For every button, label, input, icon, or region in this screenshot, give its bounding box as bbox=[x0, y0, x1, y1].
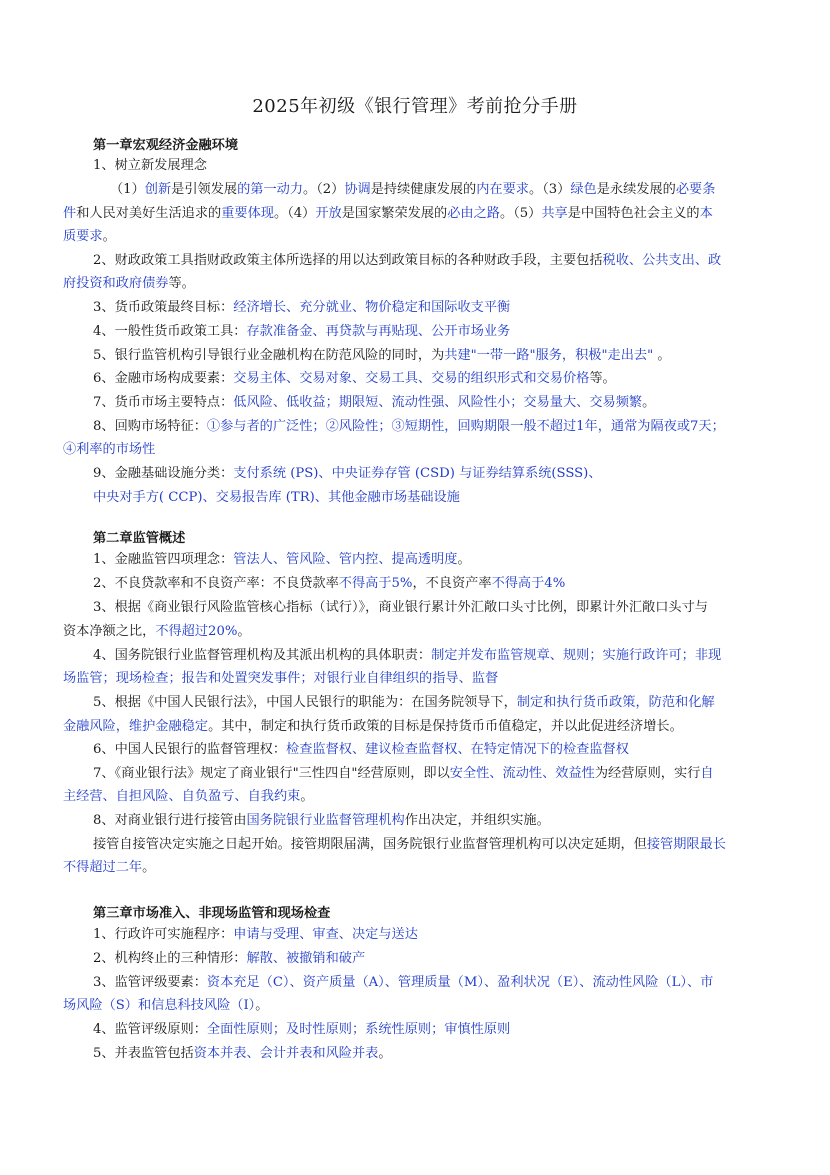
body-text: 7、货币市场主要特点： bbox=[93, 395, 234, 410]
highlighted-text: 交易主体、交易对象、交易工具、交易的组织形式和交易价格 bbox=[233, 371, 590, 386]
body-text: 。 bbox=[237, 624, 251, 639]
body-text: 9、金融基础设施分类： bbox=[93, 466, 234, 481]
body-text: 7、《商业银行法》规定了商业银行"三性四自"经营原则，即以 bbox=[93, 766, 450, 781]
text-line bbox=[93, 299, 510, 316]
body-text: 是引领发展 bbox=[171, 182, 238, 197]
text-line bbox=[93, 950, 365, 967]
text-line bbox=[93, 370, 616, 387]
highlighted-text: 管法人、管风险、管内控、提高透明度 bbox=[233, 552, 458, 567]
body-text: 。（3） bbox=[529, 182, 571, 197]
body-text: 。 bbox=[642, 395, 656, 410]
text-line bbox=[110, 181, 715, 198]
body-text: 。 bbox=[378, 1046, 392, 1061]
body-text: 5、根据《中国人民银行法》，中国人民银行的职能为：在国务院领导下， bbox=[93, 695, 517, 710]
text-line bbox=[63, 997, 268, 1014]
text-line bbox=[93, 394, 655, 411]
body-text: 。 bbox=[102, 229, 116, 244]
text-line bbox=[93, 323, 510, 340]
body-text: 接管自接管决定实施之日起开始。接管期限届满，国务院银行业监督管理机构可以决定延期，但 bbox=[93, 837, 647, 852]
body-text: 是永续发展的 bbox=[596, 182, 676, 197]
highlighted-text: ①参与者的广泛性；②风险性；③短期性，回购期限一般不超过1年，通常为隔夜或7天； bbox=[206, 419, 725, 434]
text-line bbox=[63, 623, 251, 640]
body-text: 。（4） bbox=[274, 206, 316, 221]
highlighted-text: 经济增长、充分就业、物价稳定和国际收支平衡 bbox=[233, 300, 511, 315]
body-text: 1、行政许可实施程序： bbox=[93, 927, 234, 942]
body-text: 是国家繁荣发展的 bbox=[341, 206, 448, 221]
text-line bbox=[93, 157, 207, 174]
highlighted-text: 重要体现 bbox=[221, 206, 274, 221]
highlighted-text: 制定和执行货币政策，防范和化解 bbox=[516, 695, 715, 710]
body-text: 作出决定，并组织实施。 bbox=[404, 813, 550, 828]
highlighted-text: 创新 bbox=[144, 182, 172, 197]
body-text: （1） bbox=[110, 182, 145, 197]
chapter-1-heading: 第一章宏观经济金融环境 bbox=[93, 138, 239, 153]
highlighted-text: 自 bbox=[700, 766, 714, 781]
highlighted-text: 国务院银行业监督管理机构 bbox=[246, 813, 405, 828]
body-text: 8、对商业银行进行接管由 bbox=[93, 813, 247, 828]
highlighted-text: 主经营、自担风险、自负盈亏、自我约束 bbox=[63, 789, 301, 804]
highlighted-text: 的第一动力 bbox=[237, 182, 304, 197]
body-text: 2、财政政策工具指财政政策主体所选择的用以达到政策目标的各种财政手段，主要包括 bbox=[93, 253, 603, 268]
text-line bbox=[63, 205, 713, 222]
body-text: 。 bbox=[653, 348, 671, 363]
text-line bbox=[93, 418, 725, 435]
body-text: 。 bbox=[142, 860, 156, 875]
body-text: 为经营原则，实行 bbox=[594, 766, 701, 781]
body-text: 5、并表监管包括 bbox=[93, 1046, 194, 1061]
body-text: 是持续健康发展的 bbox=[370, 182, 477, 197]
body-text: 3、根据《商业银行风险监管核心指标（试行）》，商业银行累计外汇敞口头寸比例，即累计外汇敞口头寸与 bbox=[93, 600, 708, 615]
highlighted-text: 绿色 bbox=[570, 182, 597, 197]
text-line bbox=[93, 974, 713, 991]
text-line bbox=[93, 252, 721, 269]
body-text: 资本净额之比， bbox=[63, 624, 156, 639]
text-line bbox=[93, 465, 602, 482]
body-text: 等。 bbox=[589, 371, 616, 386]
text-line bbox=[93, 347, 671, 364]
body-text: 。 bbox=[457, 552, 471, 567]
highlighted-text: 申请与受理、审查、决定与送达 bbox=[233, 927, 418, 942]
highlighted-text: 本 bbox=[699, 206, 713, 221]
highlighted-text: 低风险、低收益；期限短、流动性强、风险性小；交易量大、交易频繁 bbox=[233, 395, 643, 410]
text-line bbox=[93, 1045, 392, 1062]
body-text: 4、监管评级原则： bbox=[93, 1022, 207, 1037]
highlighted-text: 接管期限最长 bbox=[646, 837, 726, 852]
body-text: 4、一般性货币政策工具： bbox=[93, 324, 247, 339]
text-line bbox=[93, 489, 460, 506]
body-text: ，不良资产率 bbox=[412, 576, 492, 591]
body-text: 3、监管评级要素： bbox=[93, 975, 207, 990]
highlighted-text: 检查监督权、建议检查监督权、在特定情况下的检查监督权 bbox=[286, 742, 629, 757]
body-text: 5、银行监管机构引导银行业金融机构在防范风险的同时，为 bbox=[93, 348, 445, 363]
highlighted-text: 中央对手方( CCP)、交易报告库 (TR)、其他金融市场基础设施 bbox=[93, 490, 460, 505]
body-text: 4、国务院银行业监督管理机构及其派出机构的具体职责： bbox=[93, 648, 432, 663]
highlighted-text: 不得高于5% bbox=[338, 576, 413, 591]
highlighted-text: 质要求 bbox=[63, 229, 103, 244]
highlighted-text: 共享 bbox=[541, 206, 568, 221]
body-text: 6、金融市场构成要素： bbox=[93, 371, 234, 386]
text-line bbox=[93, 694, 715, 711]
text-line bbox=[63, 718, 683, 735]
highlighted-text: 内在要求 bbox=[476, 182, 529, 197]
highlighted-text: 开放 bbox=[315, 206, 342, 221]
text-line bbox=[63, 441, 155, 458]
highlighted-text: 全面性原则；及时性原则；系统性原则；审慎性原则 bbox=[206, 1022, 511, 1037]
body-text: 是中国特色社会主义的 bbox=[567, 206, 700, 221]
text-line bbox=[93, 1021, 510, 1038]
text-line bbox=[93, 836, 726, 853]
highlighted-text: 场监管；现场检查；报告和处置突发事件；对银行业自律组织的指导、监督 bbox=[63, 671, 499, 686]
text-line bbox=[93, 812, 550, 829]
text-line bbox=[63, 859, 155, 876]
body-text: 等。 bbox=[168, 276, 195, 291]
highlighted-text: 资本充足（C）、资产质量（A）、管理质量（M）、盈利状况（E）、流动性风险（L）、市 bbox=[206, 975, 714, 990]
highlighted-text: 不得高于4% bbox=[491, 576, 566, 591]
highlighted-text: 存款准备金、再贷款与再贴现、公开市场业务 bbox=[246, 324, 511, 339]
text-line bbox=[93, 741, 629, 758]
highlighted-text: 资本并表、会计并表和风险并表 bbox=[193, 1046, 379, 1061]
highlighted-text: 共建"一带一路"服务，积极"走出去" bbox=[444, 348, 654, 363]
text-line bbox=[93, 926, 418, 943]
text-line bbox=[93, 551, 471, 568]
highlighted-text: 解散、被撤销和破产 bbox=[246, 951, 366, 966]
text-line bbox=[93, 647, 721, 664]
chapter-2-heading: 第二章监管概述 bbox=[93, 531, 186, 546]
body-text: 。（2） bbox=[303, 182, 345, 197]
body-text: 。 bbox=[255, 998, 269, 1013]
body-text: 1、树立新发展理念 bbox=[93, 158, 207, 173]
highlighted-text: 安全性、流动性、效益性 bbox=[449, 766, 595, 781]
highlighted-text: 不得超过二年 bbox=[63, 860, 143, 875]
highlighted-text: 件 bbox=[63, 206, 77, 221]
chapter-3-heading: 第三章市场准入、非现场监管和现场检查 bbox=[93, 906, 331, 921]
body-text: 8、回购市场特征： bbox=[93, 419, 207, 434]
text-line bbox=[93, 575, 565, 592]
text-line bbox=[63, 275, 195, 292]
highlighted-text: 金融风险，维护金融稳定 bbox=[63, 719, 209, 734]
text-line bbox=[63, 670, 498, 687]
text-line bbox=[63, 228, 116, 245]
highlighted-text: 税收、公共支出、政 bbox=[602, 253, 722, 268]
body-text: 6、中国人民银行的监督管理权： bbox=[93, 742, 287, 757]
body-text: 3、货币政策最终目标： bbox=[93, 300, 234, 315]
highlighted-text: 制定并发布监管规章、规则；实施行政许可；非现 bbox=[431, 648, 722, 663]
body-text: 。（5） bbox=[499, 206, 542, 221]
highlighted-text: 支付系统 (PS)、中央证券存管 (CSD) 与证券结算系统(SSS)、 bbox=[233, 466, 602, 481]
text-line bbox=[63, 788, 314, 805]
body-text: 2、机构终止的三种情形： bbox=[93, 951, 247, 966]
highlighted-text: 协调 bbox=[344, 182, 371, 197]
highlighted-text: 必由之路 bbox=[447, 206, 500, 221]
page-title: 2025年初级《银行管理》考前抢分手册 bbox=[252, 96, 578, 117]
highlighted-text: 必要条 bbox=[675, 182, 716, 197]
highlighted-text: 场风险（S）和信息科技风险（I） bbox=[63, 998, 256, 1013]
highlighted-text: 不得超过20% bbox=[155, 624, 238, 639]
highlighted-text: ④利率的市场性 bbox=[63, 442, 156, 457]
text-line bbox=[93, 599, 708, 616]
text-line bbox=[93, 765, 714, 782]
highlighted-text: 府投资和政府债券 bbox=[63, 276, 169, 291]
body-text: 2、不良贷款率和不良资产率：不良贷款率 bbox=[93, 576, 339, 591]
body-text: 。其中，制定和执行货币政策的目标是保持货币币值稳定，并以此促进经济增长。 bbox=[208, 719, 683, 734]
body-text: 1、金融监管四项理念： bbox=[93, 552, 234, 567]
body-text: 。 bbox=[300, 789, 314, 804]
body-text: 和人民对美好生活追求的 bbox=[76, 206, 222, 221]
